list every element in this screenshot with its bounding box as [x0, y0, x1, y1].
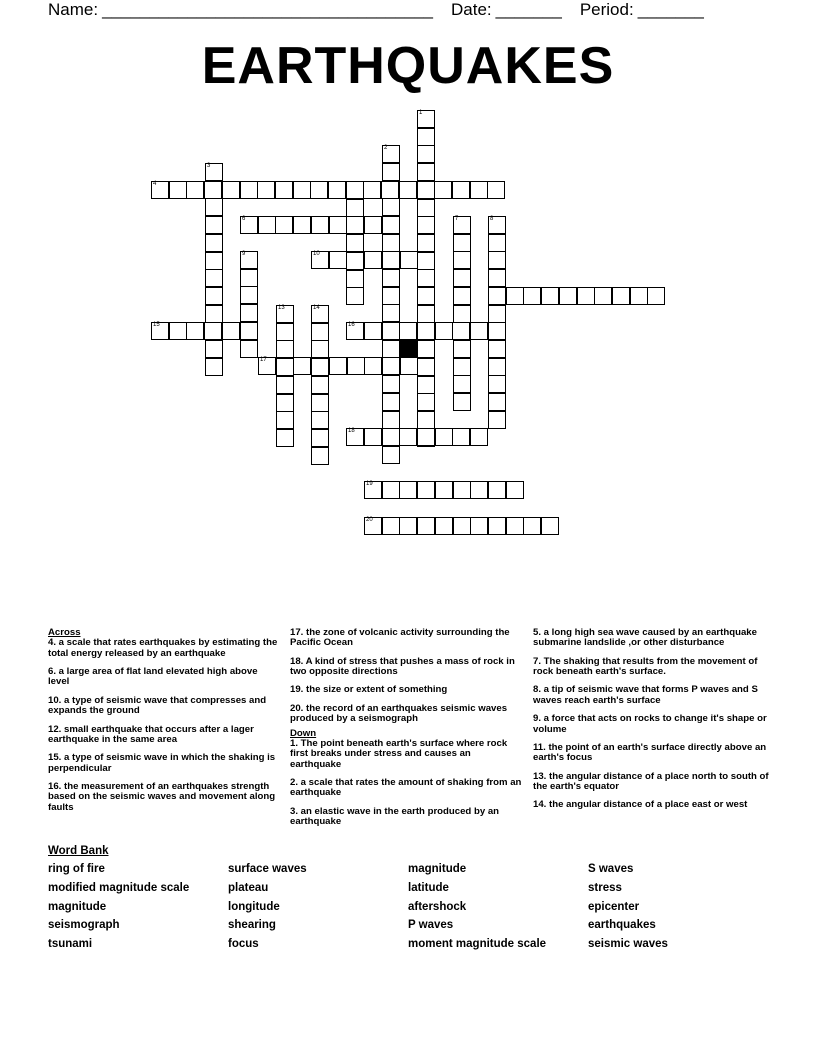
- clue-item: [533, 800, 769, 810]
- clue-item: [290, 657, 522, 678]
- crossword-cell[interactable]: [382, 375, 400, 393]
- name-label: Name:: [48, 0, 99, 19]
- crossword-cell[interactable]: [417, 287, 435, 305]
- crossword-cell[interactable]: [488, 251, 506, 269]
- crossword-cell[interactable]: [506, 287, 524, 305]
- crossword-cell[interactable]: [400, 251, 418, 269]
- crossword-cell[interactable]: [488, 517, 506, 535]
- crossword-cell[interactable]: [311, 251, 329, 269]
- crossword-cell[interactable]: [204, 181, 222, 199]
- crossword-cell[interactable]: [453, 340, 471, 358]
- period-label: Period:: [579, 0, 634, 19]
- clue-item: [533, 685, 769, 706]
- crossword-cell[interactable]: [364, 251, 382, 269]
- crossword-cell[interactable]: [435, 322, 453, 340]
- crossword-cell[interactable]: [399, 481, 417, 499]
- clue-number: 6.: [48, 666, 57, 678]
- crossword-cell[interactable]: [275, 216, 293, 234]
- crossword-cell[interactable]: [382, 357, 400, 375]
- clue-text: the angular distance of a place east or west: [546, 799, 748, 811]
- clue-number: 8: [490, 216, 494, 222]
- word-bank-item: stress: [588, 881, 622, 894]
- crossword-cell[interactable]: [417, 199, 435, 217]
- crossword-cell[interactable]: [240, 251, 258, 269]
- crossword-cell[interactable]: [417, 181, 435, 199]
- crossword-cell[interactable]: [470, 428, 488, 446]
- crossword-cell[interactable]: [488, 375, 506, 393]
- crossword-cell[interactable]: [612, 287, 630, 305]
- crossword-cell[interactable]: [417, 216, 435, 234]
- crossword-cell[interactable]: [346, 181, 364, 199]
- clue-number: 2: [384, 145, 388, 151]
- crossword-cell[interactable]: [311, 216, 329, 234]
- crossword-cell[interactable]: [311, 429, 329, 447]
- clue-item: [533, 743, 769, 764]
- crossword-cell[interactable]: [240, 181, 258, 199]
- clue-number: 14.: [533, 799, 547, 811]
- clue-item: [48, 753, 280, 774]
- crossword-cell[interactable]: [382, 340, 400, 358]
- crossword-cell[interactable]: [346, 287, 364, 305]
- crossword-cell[interactable]: [417, 393, 435, 411]
- crossword-cell[interactable]: [399, 517, 417, 535]
- crossword-cell[interactable]: [488, 322, 506, 340]
- crossword-cell[interactable]: [382, 393, 400, 411]
- crossword-cell[interactable]: [417, 305, 435, 323]
- crossword-cell[interactable]: [293, 216, 311, 234]
- clue-number: 5.: [533, 627, 542, 638]
- crossword-cell[interactable]: [488, 269, 506, 287]
- crossword-cell[interactable]: [382, 428, 400, 446]
- clues-column-1: [48, 628, 280, 821]
- crossword-cell[interactable]: [363, 181, 381, 199]
- crossword-cell[interactable]: [346, 199, 364, 217]
- date-line[interactable]: _______: [495, 0, 562, 19]
- crossword-cell[interactable]: [205, 287, 223, 305]
- crossword-cell[interactable]: [204, 322, 222, 340]
- crossword-cell[interactable]: [275, 181, 293, 199]
- word-bank-item: seismic waves: [588, 938, 668, 951]
- crossword-cell[interactable]: [382, 251, 400, 269]
- crossword-cell[interactable]: [364, 428, 382, 446]
- crossword-cell[interactable]: [417, 128, 435, 146]
- word-bank-item: tsunami: [48, 938, 93, 951]
- crossword-cell[interactable]: [417, 252, 435, 270]
- date-label: Date:: [451, 0, 492, 19]
- crossword-cell[interactable]: [470, 481, 488, 499]
- crossword-cell[interactable]: [222, 181, 240, 199]
- word-bank-item: P waves: [408, 919, 454, 932]
- clue-text: an elastic wave in the earth produced by an earthquake: [290, 805, 500, 828]
- word-bank-item: earthquakes: [588, 919, 656, 932]
- clue-text: a type of seismic wave that compresses and expands the ground: [48, 694, 267, 717]
- crossword-cell[interactable]: [205, 198, 223, 216]
- crossword-cell[interactable]: [346, 270, 364, 288]
- crossword-cell[interactable]: [346, 252, 364, 270]
- clues-column-3: [533, 628, 769, 819]
- crossword-cell[interactable]: [364, 357, 382, 375]
- word-bank-item: S waves: [588, 863, 634, 875]
- crossword-cell[interactable]: [258, 357, 276, 375]
- clue-number: 13.: [533, 770, 547, 782]
- clue-text: the angular distance of a place north to south of the earth's equator: [533, 770, 769, 792]
- clue-text: the record of an earthquakes seismic waves produced by a seismograph: [290, 702, 508, 725]
- crossword-cell[interactable]: [222, 322, 240, 340]
- crossword-cell[interactable]: [311, 447, 329, 465]
- crossword-cell[interactable]: [453, 269, 471, 287]
- crossword-cell[interactable]: [417, 376, 435, 394]
- crossword-cell[interactable]: [399, 428, 417, 446]
- crossword-cell[interactable]: [470, 322, 488, 340]
- clue-number: 9.: [533, 713, 542, 725]
- clue-item: [290, 807, 522, 828]
- crossword-cell[interactable]: [417, 340, 435, 358]
- crossword-cell[interactable]: [382, 198, 400, 216]
- crossword-cell[interactable]: [257, 181, 275, 199]
- crossword-cell[interactable]: [417, 234, 435, 252]
- word-bank-item: shearing: [228, 919, 276, 932]
- crossword-cell[interactable]: [417, 358, 435, 376]
- crossword-cell[interactable]: [382, 145, 400, 163]
- crossword-cell[interactable]: [488, 481, 506, 499]
- clue-text: A kind of stress that pushes a mass of rock in two opposite directions: [290, 655, 515, 678]
- crossword-cell[interactable]: [453, 375, 471, 393]
- crossword-cell[interactable]: [240, 340, 258, 358]
- word-bank-item: modified magnitude scale: [48, 881, 190, 894]
- clue-number: 15.: [48, 752, 62, 764]
- word-bank-item: magnitude: [408, 863, 467, 875]
- clue-item: [48, 667, 280, 688]
- word-bank-item: focus: [228, 938, 259, 951]
- crossword-cell[interactable]: [559, 287, 577, 305]
- crossword-cell[interactable]: [399, 181, 417, 199]
- crossword-cell[interactable]: [293, 357, 311, 375]
- clue-item: [290, 685, 522, 695]
- clue-number: 9: [242, 251, 246, 257]
- clue-text: a scale that rates the amount of shaking from an earthquake: [290, 776, 522, 799]
- period-line[interactable]: _______: [637, 0, 704, 19]
- crossword-cell[interactable]: [346, 322, 364, 340]
- crossword-cell[interactable]: [400, 357, 418, 375]
- crossword-cell[interactable]: [346, 216, 364, 234]
- clue-number: 19.: [290, 684, 304, 696]
- crossword-cell[interactable]: [240, 304, 258, 322]
- crossword-cell[interactable]: [205, 252, 223, 270]
- crossword-cell[interactable]: [311, 358, 329, 376]
- crossword-cell[interactable]: [186, 181, 204, 199]
- crossword-cell[interactable]: [328, 181, 346, 199]
- clue-text: a large area of flat land elevated high above level: [48, 666, 258, 688]
- word-bank-item: ring of fire: [48, 863, 105, 875]
- clues-column-2: [290, 628, 522, 835]
- crossword-cell[interactable]: [417, 163, 435, 181]
- crossword-cell[interactable]: [186, 322, 204, 340]
- crossword-cell[interactable]: [647, 287, 665, 305]
- crossword-cell[interactable]: [151, 322, 169, 340]
- crossword-cell[interactable]: [276, 358, 294, 376]
- crossword-cell[interactable]: [329, 216, 347, 234]
- crossword-cell[interactable]: [205, 216, 223, 234]
- crossword-cell[interactable]: [240, 286, 258, 304]
- clue-number: 11.: [533, 741, 546, 753]
- crossword-cell[interactable]: [276, 411, 294, 429]
- clue-number: 3: [207, 163, 211, 169]
- crossword-cell[interactable]: [381, 181, 399, 199]
- clue-number: 20.: [290, 702, 304, 714]
- crossword-cell[interactable]: [506, 481, 524, 499]
- clue-number: 16.: [48, 780, 62, 792]
- crossword-cell[interactable]: [594, 287, 612, 305]
- crossword-cell[interactable]: [382, 304, 400, 322]
- clue-number: 19: [366, 481, 373, 487]
- crossword-cell[interactable]: [382, 234, 400, 252]
- crossword-cell[interactable]: [205, 305, 223, 323]
- crossword-cell[interactable]: [151, 181, 169, 199]
- crossword-cell[interactable]: [523, 287, 541, 305]
- crossword-cell[interactable]: [453, 517, 471, 535]
- clue-number: 17: [260, 357, 267, 363]
- clue-number: 17.: [290, 627, 304, 638]
- crossword-cell[interactable]: [311, 323, 329, 341]
- crossword-cell[interactable]: [452, 322, 470, 340]
- crossword-cell[interactable]: [453, 305, 471, 323]
- clue-text: a force that acts on rocks to change it's shape or volume: [533, 713, 767, 735]
- clue-number: 1: [419, 110, 423, 116]
- clue-item: [290, 739, 522, 770]
- clue-number: 10.: [48, 694, 62, 706]
- word-bank-heading: Word Bank: [48, 845, 109, 857]
- crossword-cell[interactable]: [347, 357, 365, 375]
- crossword-cell[interactable]: [488, 234, 506, 252]
- word-bank-item: moment magnitude scale: [408, 938, 547, 951]
- clue-number: 7: [455, 216, 459, 222]
- clue-item: [533, 657, 769, 678]
- clue-number: 7.: [533, 655, 542, 667]
- crossword-cell[interactable]: [488, 287, 506, 305]
- down-heading: Down: [290, 727, 317, 739]
- word-bank-item: seismograph: [48, 919, 120, 932]
- crossword-cell[interactable]: [506, 517, 524, 535]
- clue-item: [533, 628, 769, 649]
- crossword-cell[interactable]: [382, 287, 400, 305]
- clue-text: the point of an earth's surface directly above an earth's focus: [533, 741, 767, 764]
- crossword-cell[interactable]: [453, 234, 471, 252]
- clue-text: the measurement of an earthquakes strength based on the seismic waves and movement along faults: [48, 780, 276, 813]
- crossword-cell[interactable]: [488, 216, 506, 234]
- crossword-cell[interactable]: [541, 287, 559, 305]
- crossword-cell[interactable]: [417, 481, 435, 499]
- clue-text: the zone of volcanic activity surrounding the Pacific Ocean: [290, 627, 510, 649]
- crossword-cell[interactable]: [364, 517, 382, 535]
- crossword-cell[interactable]: [399, 322, 417, 340]
- crossword-cell[interactable]: [470, 181, 488, 199]
- across-clue-list: [48, 638, 280, 813]
- crossword-cell[interactable]: [382, 481, 400, 499]
- crossword-cell[interactable]: [453, 287, 471, 305]
- clue-text: a type of seismic wave in which the shaking is perpendicular: [48, 752, 276, 774]
- crossword-cell[interactable]: [205, 340, 223, 358]
- clue-number: 1.: [290, 737, 299, 749]
- down-clue-list: [290, 739, 522, 828]
- crossword-cell[interactable]: [417, 110, 435, 128]
- crossword-cell[interactable]: [630, 287, 648, 305]
- word-bank-item: surface waves: [228, 863, 307, 875]
- clue-item: [533, 714, 769, 735]
- clue-number: 3.: [290, 805, 299, 817]
- crossword-cell[interactable]: [417, 411, 435, 429]
- clue-number: 20: [366, 517, 373, 523]
- crossword-cell[interactable]: [382, 216, 400, 234]
- crossword-cell[interactable]: [276, 429, 294, 447]
- clue-item: [290, 628, 522, 649]
- across-clue-list-continued: [290, 628, 522, 725]
- clue-number: 18.: [290, 655, 304, 667]
- crossword-cell[interactable]: [382, 163, 400, 181]
- word-bank-item: epicenter: [588, 900, 640, 913]
- crossword-cell[interactable]: [435, 428, 453, 446]
- crossword-cell[interactable]: [382, 517, 400, 535]
- clue-text: a long high sea wave caused by an earthquake submarine landslide ,or other disturbance: [533, 627, 757, 649]
- clue-item: [48, 638, 280, 659]
- crossword-cell[interactable]: [382, 322, 400, 340]
- clue-number: 10: [313, 251, 320, 257]
- page-title: EARTHQUAKES: [201, 37, 615, 95]
- crossword-cell[interactable]: [276, 323, 294, 341]
- crossword-cell[interactable]: [311, 340, 329, 358]
- across-heading: Across: [48, 627, 81, 638]
- crossword-cell[interactable]: [311, 411, 329, 429]
- crossword-cell[interactable]: [577, 287, 595, 305]
- clue-item: [533, 772, 769, 793]
- crossword-cell[interactable]: [541, 517, 559, 535]
- crossword-cell[interactable]: [276, 376, 294, 394]
- crossword-cell[interactable]: [240, 216, 258, 234]
- crossword-cell[interactable]: [364, 322, 382, 340]
- crossword-cell[interactable]: [435, 481, 453, 499]
- crossword-cell[interactable]: [453, 481, 471, 499]
- crossword-cell[interactable]: [487, 181, 505, 199]
- crossword-cell[interactable]: [452, 428, 470, 446]
- crossword-cell[interactable]: [329, 357, 347, 375]
- crossword-cell[interactable]: [523, 517, 541, 535]
- crossword-cell[interactable]: [470, 517, 488, 535]
- crossword-cell[interactable]: [205, 163, 223, 181]
- crossword-cell[interactable]: [488, 393, 506, 411]
- crossword-cell[interactable]: [364, 216, 382, 234]
- crossword-cell[interactable]: [258, 216, 276, 234]
- crossword-cell[interactable]: [346, 234, 364, 252]
- crossword-cell[interactable]: [488, 411, 506, 429]
- crossword-cell[interactable]: [417, 145, 435, 163]
- word-bank-item: plateau: [228, 881, 269, 894]
- crossword-cell[interactable]: [453, 393, 471, 411]
- word-bank-item: magnitude: [48, 900, 107, 913]
- crossword-cell[interactable]: [453, 251, 471, 269]
- clue-number: 14: [313, 305, 320, 311]
- crossword-cell[interactable]: [382, 269, 400, 287]
- clue-number: 8.: [533, 684, 542, 696]
- clue-text: The point beneath earth's surface where rock first breaks under stress and causes an earthquake: [290, 737, 508, 770]
- crossword-cell[interactable]: [205, 269, 223, 287]
- crossword-cell[interactable]: [276, 305, 294, 323]
- word-bank-item: longitude: [228, 900, 280, 913]
- clue-item: [48, 782, 280, 813]
- crossword-cell[interactable]: [417, 269, 435, 287]
- clue-number: 4.: [48, 637, 57, 649]
- crossword-cell[interactable]: [205, 234, 223, 252]
- crossword-cell[interactable]: [240, 269, 258, 287]
- black-cell: [400, 340, 418, 358]
- clue-item: [290, 704, 522, 725]
- clue-text: small earthquake that occurs after a lager earthquake in the same area: [48, 723, 254, 745]
- clue-number: 4: [153, 181, 157, 187]
- crossword-cell[interactable]: [453, 216, 471, 234]
- crossword-cell[interactable]: [311, 305, 329, 323]
- clue-text: the size or extent of something: [303, 684, 448, 696]
- word-bank-item: latitude: [408, 881, 449, 894]
- crossword-cell[interactable]: [169, 322, 187, 340]
- crossword-cell[interactable]: [311, 394, 329, 412]
- crossword-cell[interactable]: [417, 517, 435, 535]
- crossword-cell[interactable]: [434, 181, 452, 199]
- crossword-cell[interactable]: [346, 428, 364, 446]
- crossword-cell[interactable]: [364, 481, 382, 499]
- crossword-cell[interactable]: [311, 376, 329, 394]
- clue-text: a tip of seismic wave that forms P waves and S waves reach earth's surface: [533, 684, 758, 706]
- clue-number: 2.: [290, 776, 299, 788]
- clue-number: 15: [153, 322, 160, 328]
- crossword-cell[interactable]: [240, 322, 258, 340]
- crossword-cell[interactable]: [276, 340, 294, 358]
- crossword-cell[interactable]: [417, 428, 435, 446]
- clue-number: 12.: [48, 723, 62, 735]
- crossword-cell[interactable]: [329, 251, 347, 269]
- crossword-cell[interactable]: [452, 181, 470, 199]
- clue-item: [290, 778, 522, 799]
- crossword-cell[interactable]: [382, 411, 400, 429]
- clue-text: a scale that rates earthquakes by estimating the total energy released by an earthquake: [48, 637, 278, 659]
- crossword-cell[interactable]: [169, 181, 187, 199]
- crossword-cell[interactable]: [417, 322, 435, 340]
- clue-number: 6: [242, 216, 246, 222]
- clue-item: [48, 696, 280, 717]
- crossword-cell[interactable]: [488, 340, 506, 358]
- down-clue-list-continued: [533, 628, 769, 811]
- crossword-cell[interactable]: [276, 394, 294, 412]
- clue-item: [48, 725, 280, 746]
- name-line[interactable]: ___________________________________: [102, 0, 433, 19]
- clue-number: 18: [348, 428, 355, 434]
- clue-text: The shaking that results from the movement of rock beneath earth's surface.: [533, 655, 758, 678]
- crossword-cell[interactable]: [310, 181, 328, 199]
- crossword-cell[interactable]: [435, 517, 453, 535]
- crossword-cell[interactable]: [488, 358, 506, 376]
- crossword-cell[interactable]: [488, 305, 506, 323]
- crossword-cell[interactable]: [382, 446, 400, 464]
- clue-number: 13: [278, 305, 285, 311]
- crossword-cell[interactable]: [453, 358, 471, 376]
- crossword-cell[interactable]: [293, 181, 311, 199]
- word-bank-item: aftershock: [408, 900, 467, 913]
- clue-number: 16: [348, 322, 355, 328]
- crossword-cell[interactable]: [205, 358, 223, 376]
